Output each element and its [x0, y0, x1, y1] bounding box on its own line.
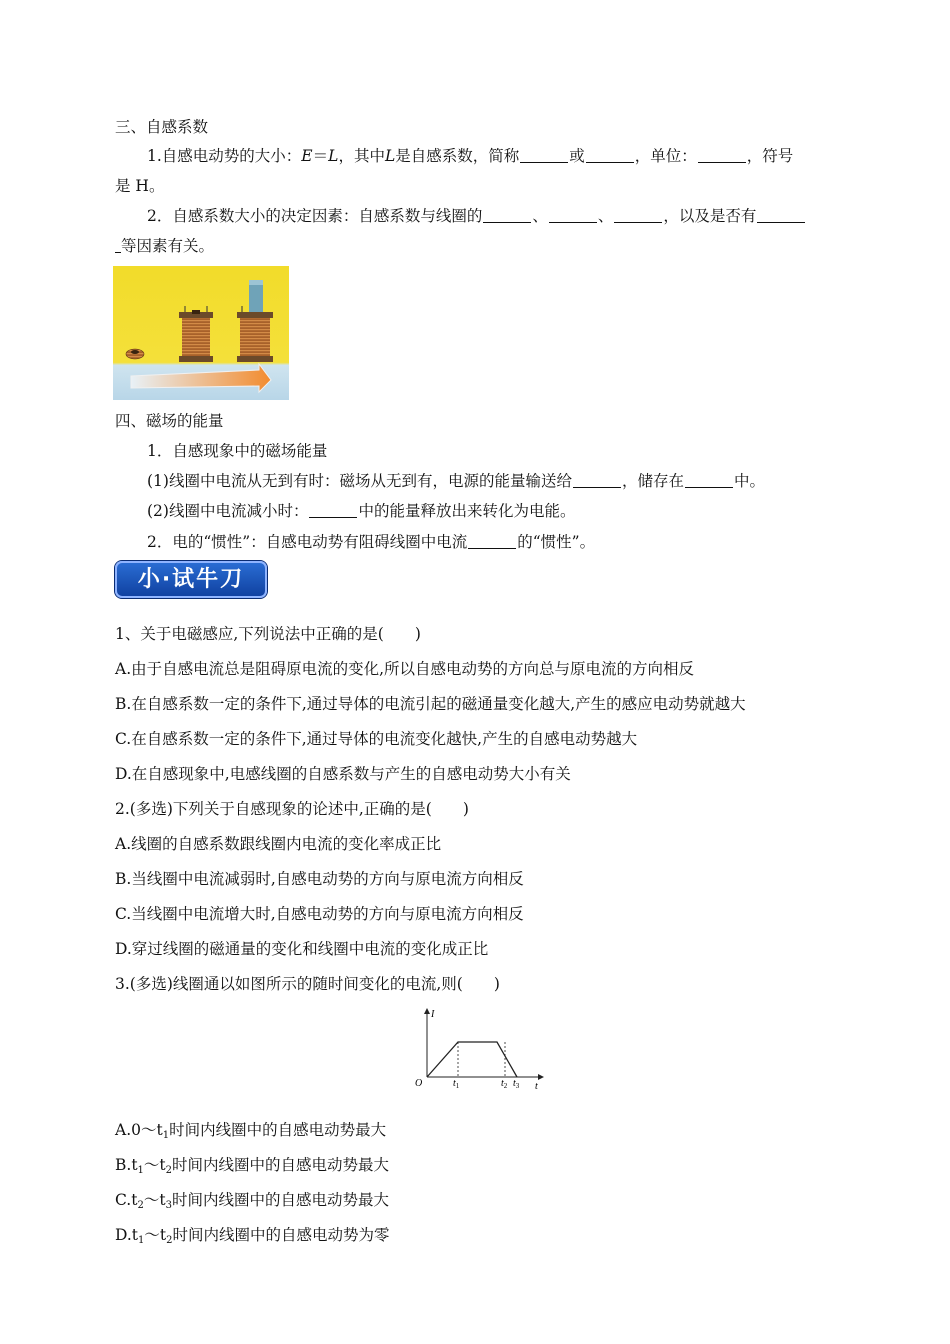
- section4-item1: 1．自感现象中的磁场能量: [147, 442, 328, 460]
- x-axis-arrow: [538, 1074, 544, 1080]
- current-time-graph: [405, 1005, 550, 1090]
- section4-sub1: (1)线圈中电流从无到有时：磁场从无到有，电源的能量输送给 ，储存在 中。: [147, 472, 765, 490]
- y-axis-arrow: [424, 1008, 430, 1014]
- fill-blank: [614, 208, 662, 223]
- q2-option-d: D.穿过线圈的磁通量的变化和线圈中电流的变化成正比: [115, 940, 489, 958]
- q3-option-c: $C.t_2\sim t_3$时间内线圈中的自感电动势最大: [115, 1191, 389, 1211]
- q1-option-c: C.在自感系数一定的条件下,通过导体的电流变化越快,产生的自感电动势越大: [115, 730, 638, 748]
- q1-option-a: A.由于自感电流总是阻碍原电流的变化,所以自感电动势的方向总与原电流的方向相反: [115, 660, 695, 678]
- q2-stem: 2.(多选)下列关于自感现象的论述中,正确的是( ): [115, 800, 469, 818]
- section3-heading: 三、自感系数: [115, 118, 209, 136]
- fill-blank: [520, 148, 568, 163]
- q1-option-d: D.在自感现象中,电感线圈的自感系数与产生的自感电动势大小有关: [115, 765, 571, 783]
- section3-item2-cont: 等因素有关。: [115, 236, 840, 256]
- fill-blank: [549, 208, 597, 223]
- t2-label: $t_2$: [501, 1078, 508, 1090]
- q2-option-b: B.当线圈中电流减弱时,自感电动势的方向与原电流方向相反: [115, 870, 524, 888]
- t1-label: $t_1$: [453, 1078, 460, 1090]
- q3-option-a: $A.0\sim t_1$时间内线圈中的自感电动势最大: [115, 1121, 387, 1141]
- q3-option-d: $D.t_1\sim t_2$时间内线圈中的自感电动势为零: [115, 1226, 390, 1246]
- fill-blank: [309, 503, 357, 518]
- fill-blank: [698, 148, 746, 163]
- x-axis-label: t: [535, 1081, 538, 1090]
- section3-item2: 2．自感系数大小的决定因素：自感系数与线圈的 、 、 ，以及是否有: [147, 206, 840, 226]
- fill-blank: [685, 473, 733, 488]
- y-axis-label: I: [431, 1009, 435, 1020]
- q2-option-a: A.线圈的自感系数跟线圈内电流的变化率成正比: [115, 835, 442, 853]
- fill-blank: [586, 148, 634, 163]
- q3-option-b: $B.t_1\sim t_2$时间内线圈中的自感电动势最大: [115, 1156, 390, 1176]
- coil-photo: [113, 266, 289, 400]
- fill-blank: [573, 473, 621, 488]
- t3-label: $t_3$: [513, 1078, 520, 1090]
- current-curve: [427, 1042, 517, 1077]
- q1-option-b: B.在自感系数一定的条件下,通过导体的电流引起的磁通量变化越大,产生的感应电动势就越大: [115, 695, 746, 713]
- q3-stem: 3.(多选)线圈通以如图所示的随时间变化的电流,则( ): [115, 975, 500, 993]
- practice-badge: 小·试牛刀: [115, 561, 267, 598]
- fill-blank: [483, 208, 531, 223]
- fill-blank: [468, 534, 516, 549]
- section3-item1-cont: 是 H。: [115, 177, 165, 195]
- section4-item2: 2．电的“惯性”：自感电动势有阻碍线圈中电流 的“惯性”。: [147, 533, 596, 551]
- section3-item1: 1.自感电动势的大小：E＝L，其中L是自感系数，简称 或 ，单位： ，符号: [147, 147, 794, 165]
- section4-sub2: (2)线圈中电流减小时： 中的能量释放出来转化为电能。: [147, 502, 576, 520]
- q1-stem: 1、关于电磁感应,下列说法中正确的是( ): [115, 625, 421, 643]
- section4-heading: 四、磁场的能量: [115, 412, 224, 430]
- q2-option-c: C.当线圈中电流增大时,自感电动势的方向与原电流方向相反: [115, 905, 524, 923]
- fill-blank: [757, 208, 805, 223]
- origin-label: O: [415, 1078, 423, 1089]
